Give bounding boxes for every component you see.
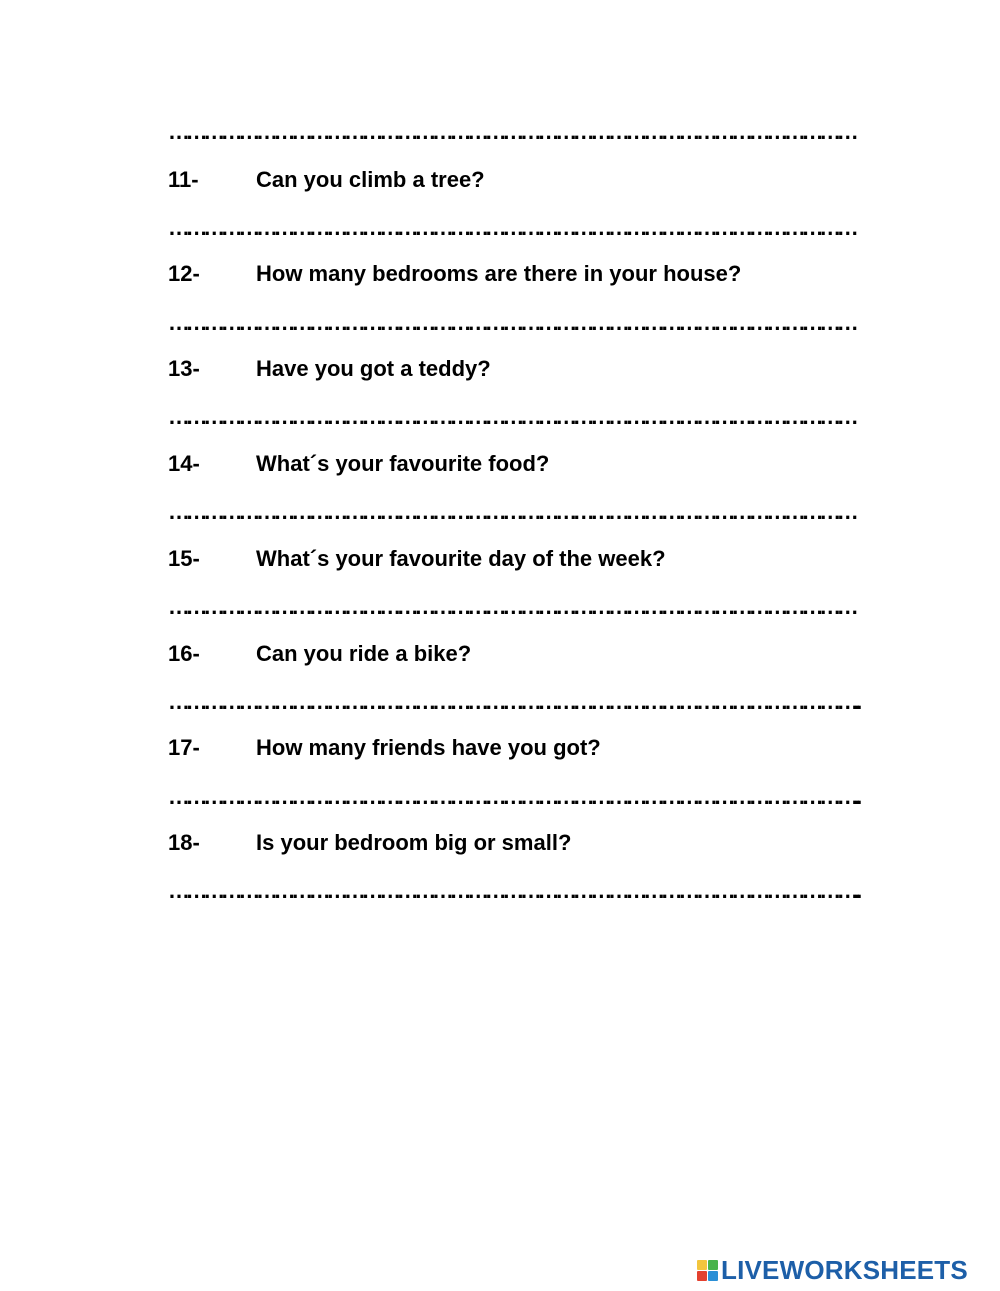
logo-block-l	[697, 1260, 707, 1270]
question-item	[168, 829, 571, 857]
question-text: What´s your favourite food?	[256, 451, 550, 476]
question-number: 14-	[168, 451, 200, 476]
answer-line[interactable]: ………………………………………………………………………………………………………	[168, 310, 855, 335]
question-number: 13-	[168, 356, 200, 381]
question-text: Can you climb a tree?	[256, 167, 485, 192]
question-text: What´s your favourite day of the week?	[256, 546, 666, 571]
answer-line[interactable]: ………………………………………………………………………………………………………	[168, 594, 855, 619]
question-item	[168, 260, 741, 288]
answer-line[interactable]: ………………………………………………………………………………………………………	[168, 215, 855, 240]
question-item	[168, 545, 666, 573]
question-text: Can you ride a bike?	[256, 641, 472, 666]
logo-block-e	[708, 1271, 718, 1281]
answer-line[interactable]: ………………………………………………………………………………………………………..	[168, 784, 858, 809]
logo-text: LIVEWORKSHEETS	[721, 1255, 968, 1285]
question-number: 18-	[168, 830, 200, 855]
question-item	[168, 640, 471, 668]
question-item	[168, 450, 549, 478]
question-number: 17-	[168, 735, 200, 760]
question-text: Have you got a teddy?	[256, 356, 491, 381]
logo-blocks-icon	[697, 1260, 718, 1281]
logo-block-v	[697, 1271, 707, 1281]
answer-line[interactable]: ………………………………………………………………………………………………………..	[168, 689, 858, 714]
question-item	[168, 166, 485, 194]
question-number: 11-	[168, 167, 199, 192]
liveworksheets-logo	[697, 1255, 968, 1285]
question-item	[168, 355, 491, 383]
question-number: 16-	[168, 641, 200, 666]
answer-line[interactable]: ………………………………………………………………………………………………………	[168, 119, 855, 144]
logo-block-i	[708, 1260, 718, 1270]
question-number: 12-	[168, 261, 200, 286]
question-item	[168, 734, 601, 762]
question-number: 15-	[168, 546, 200, 571]
answer-line[interactable]: ………………………………………………………………………………………………………	[168, 404, 855, 429]
answer-line[interactable]: ………………………………………………………………………………………………………..	[168, 878, 858, 903]
question-text: How many friends have you got?	[256, 735, 601, 760]
answer-line[interactable]: ………………………………………………………………………………………………………	[168, 499, 855, 524]
question-text: Is your bedroom big or small?	[256, 830, 572, 855]
question-text: How many bedrooms are there in your house?	[256, 261, 742, 286]
